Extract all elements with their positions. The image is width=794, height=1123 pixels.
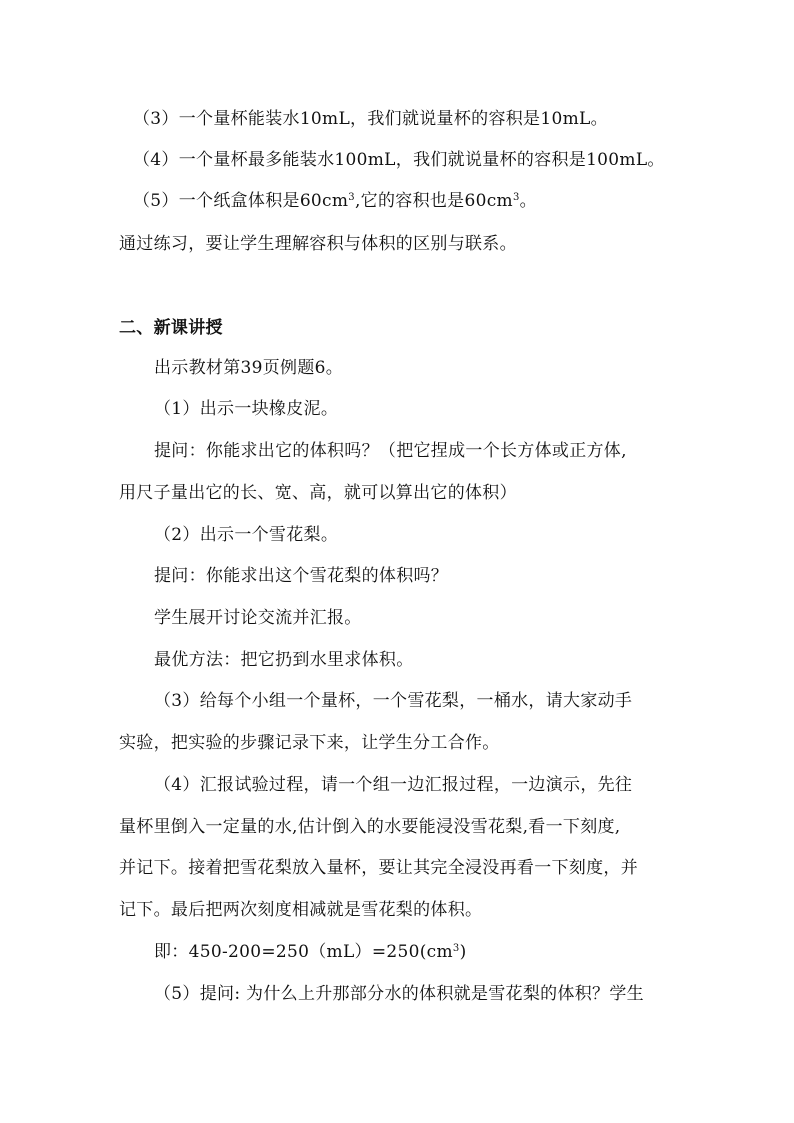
practice-item-4: （4）一个量杯最多能装水100mL，我们就说量杯的容积是100mL。 (133, 150, 665, 170)
formula-sup: 3 (452, 943, 460, 954)
practice-item-3: （3）一个量杯能装水10mL，我们就说量杯的容积是10mL。 (133, 109, 608, 129)
step-4-line-3: 并记下。接着把雪花梨放入量杯，要让其完全浸没再看一下刻度，并 (119, 858, 638, 878)
item5-text-c: 。 (519, 191, 537, 211)
question-2: 提问：你能求出这个雪花梨的体积吗？ (154, 566, 449, 586)
step-1: （1）出示一块橡皮泥。 (154, 399, 339, 419)
section-heading: 二、新课讲授 (119, 318, 223, 338)
item5-text-a: （5）一个纸盒体积是60cm (133, 191, 349, 211)
step-3-line-2: 实验，把实验的步骤记录下来，让学生分工合作。 (119, 733, 500, 753)
best-method-line: 最优方法：把它扔到水里求体积。 (154, 650, 414, 670)
step-4-line-1: （4）汇报试验过程，请一个组一边汇报过程，一边演示，先往 (154, 775, 633, 795)
formula-line (154, 940, 467, 964)
step-2: （2）出示一个雪花梨。 (154, 525, 339, 545)
item5-sup-1: 3 (348, 192, 355, 203)
item5-sup-2: 3 (512, 192, 520, 203)
step-3-line-1: （3）给每个小组一个量杯，一个雪花梨，一桶水，请大家动手 (154, 691, 633, 711)
formula-text-a: 即：450-200=250（mL）=250(cm (154, 942, 453, 962)
practice-summary: 通过练习，要让学生理解容积与体积的区别与联系。 (119, 234, 517, 254)
item5-text-b: ,它的容积也是60cm (354, 191, 513, 211)
question-1-line-2: 用尺子量出它的长、宽、高，就可以算出它的体积） (119, 483, 517, 503)
step-4-line-4: 记下。最后把两次刻度相减就是雪花梨的体积。 (119, 900, 483, 920)
practice-item-5 (133, 189, 537, 213)
question-1-line-1: 提问：你能求出它的体积吗？（把它捏成一个长方体或正方体, (154, 441, 627, 461)
formula-text-b: ) (459, 942, 467, 962)
step-4-line-2: 量杯里倒入一定量的水,估计倒入的水要能浸没雪花梨,看一下刻度, (119, 817, 621, 837)
intro-line: 出示教材第39页例题6。 (154, 358, 344, 378)
discussion-line: 学生展开讨论交流并汇报。 (154, 608, 362, 628)
step-5-line-1: （5）提问: 为什么上升那部分水的体积就是雪花梨的体积？学生 (154, 984, 644, 1004)
